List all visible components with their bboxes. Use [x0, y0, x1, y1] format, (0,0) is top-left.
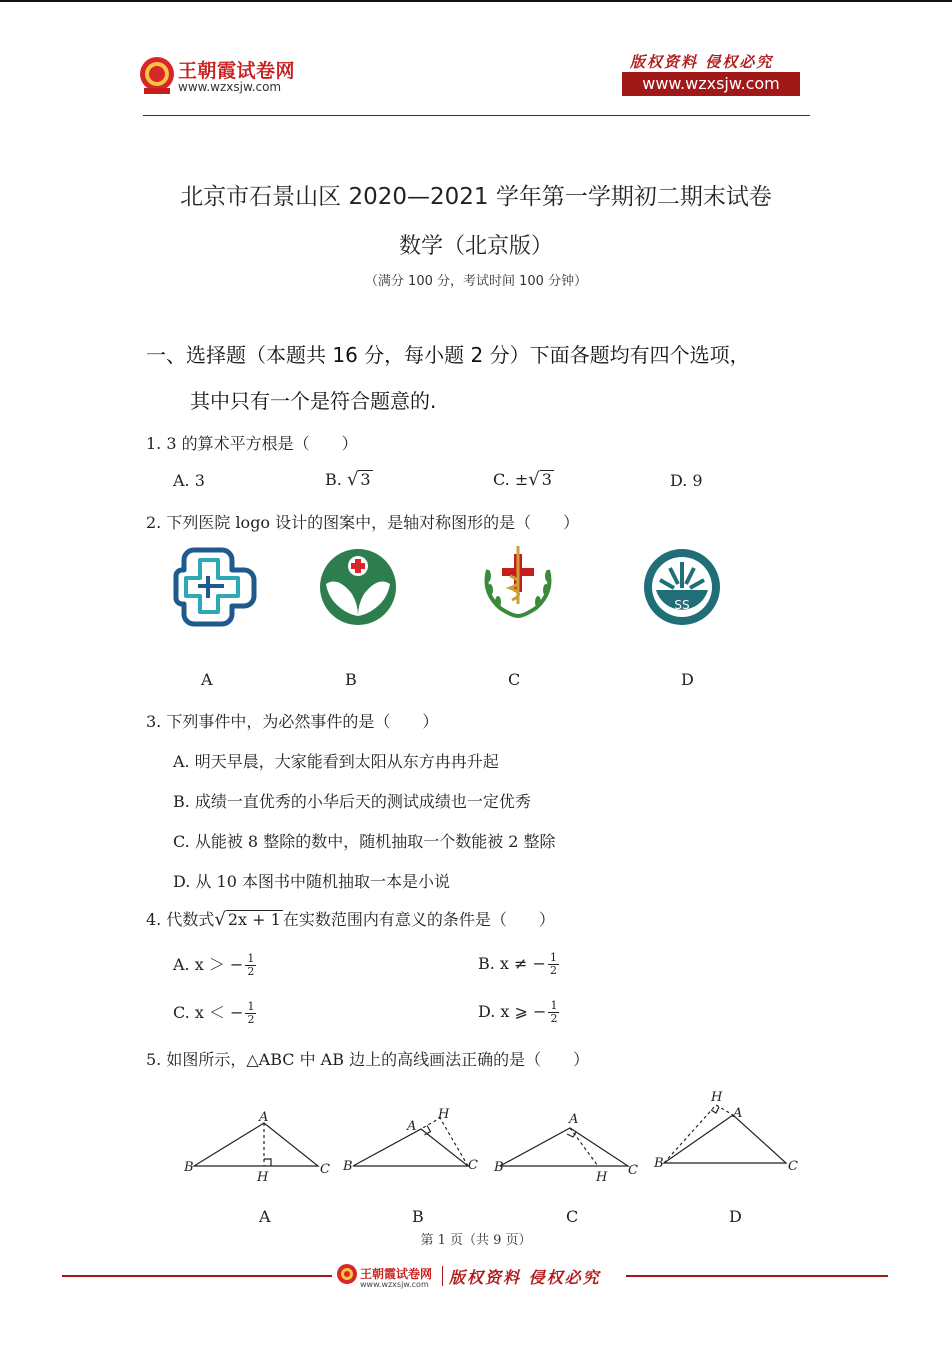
q3-option-b: B. 成绩一直优秀的小华后天的测试成绩也一定优秀 [173, 792, 531, 811]
question-5-stem: 5. 如图所示，△ABC 中 AB 边上的高线画法正确的是（ ） [146, 1050, 590, 1069]
footer-rule-right [626, 1275, 888, 1277]
q4-option-d: D. x ⩾ − $\frac{1}{2}$ [478, 999, 558, 1025]
footer-rule-left [62, 1275, 332, 1277]
fig-a-label-h: H [257, 1170, 269, 1185]
footer-logo-icon [336, 1263, 358, 1287]
footer-brand-name: 王朝霞试卷网 [360, 1267, 433, 1281]
question-2-stem: 2. 下列医院 logo 设计的图案中，是轴对称图形的是（ ） [146, 513, 580, 532]
fig-b-label-h: H [438, 1107, 450, 1122]
footer-copyright: 版权资料 侵权必究 [449, 1268, 601, 1287]
hospital-logo-a-icon [172, 546, 258, 628]
q3-option-c: C. 从能被 8 整除的数中，随机抽取一个数能被 2 整除 [173, 832, 556, 851]
q2-label-a: A [201, 670, 213, 689]
brand-name: 王朝霞试卷网 [178, 60, 296, 82]
fig-c-label-a: A [569, 1112, 579, 1127]
hospital-logo-d-icon [642, 546, 722, 628]
q4-radicand: 2x + 1 [227, 910, 281, 929]
fig-a-label-c: C [320, 1162, 330, 1177]
q1-option-b: B. √ 3 [325, 469, 371, 490]
q1-option-d: D. 9 [670, 471, 703, 490]
q5-label-b: B [412, 1207, 424, 1226]
fig-d-label-c: C [788, 1159, 798, 1174]
site-url-badge: www.wzxsjw.com [622, 72, 800, 96]
copyright-text: 版权资料 侵权必究 [630, 53, 774, 71]
q4-option-a: A. x ＞ − $\frac{1}{2}$ [173, 952, 255, 978]
fig-b-label-b: B [343, 1159, 353, 1174]
section-heading: 一、选择题（本题共 16 分，每小题 2 分）下面各题均有四个选项， [146, 343, 750, 367]
fig-c-label-b: B [494, 1160, 504, 1175]
exam-title: 北京市石景山区 2020—2021 学年第一学期初二期末试卷 [180, 184, 772, 210]
brand-logo-icon [138, 54, 176, 96]
fig-d-label-h: H [711, 1090, 723, 1105]
q4-option-b: B. x ≠ − $\frac{1}{2}$ [478, 951, 557, 977]
page-number: 第 1 页（共 9 页） [420, 1233, 532, 1248]
q5-label-c: C [566, 1207, 579, 1226]
hospital-logo-b-icon [318, 546, 398, 628]
q2-label-d: D [681, 670, 694, 689]
q1-option-a: A. 3 [173, 471, 205, 490]
q1-c-radicand: 3 [541, 470, 552, 489]
footer-brand-url: www.wzxsjw.com [360, 1280, 429, 1289]
q5-label-a: A [259, 1207, 271, 1226]
q2-label-c: C [508, 670, 521, 689]
footer-separator [442, 1266, 443, 1286]
top-border [0, 0, 952, 2]
q5-figures [178, 1085, 808, 1195]
q4-option-c: C. x ＜ − $\frac{1}{2}$ [173, 1000, 255, 1026]
q1-b-radicand: 3 [360, 470, 371, 489]
q2-label-b: B [345, 670, 357, 689]
fig-a-label-a: A [259, 1110, 269, 1125]
exam-note: （满分 100 分，考试时间 100 分钟） [364, 274, 588, 289]
q5-label-d: D [729, 1207, 742, 1226]
exam-subtitle: 数学（北京版） [398, 234, 553, 259]
fig-b-label-a: A [407, 1119, 417, 1134]
svg-text:SS: SS [674, 598, 690, 612]
header-divider [143, 115, 810, 116]
question-4-stem: 4. 代数式√ 2x + 1 在实数范围内有意义的条件是（ ） [146, 909, 555, 930]
fig-b-label-c: C [468, 1158, 478, 1173]
fig-c-label-h: H [596, 1170, 608, 1185]
fig-d-label-a: A [733, 1106, 743, 1121]
fig-c-label-c: C [628, 1163, 638, 1178]
fig-a-label-b: B [184, 1160, 194, 1175]
question-1-stem: 1. 3 的算术平方根是（ ） [146, 434, 358, 453]
question-3-stem: 3. 下列事件中，为必然事件的是（ ） [146, 712, 439, 731]
q1-option-c: C. ±√ 3 [493, 469, 552, 490]
hospital-logo-c-icon [478, 542, 558, 618]
brand-url: www.wzxsjw.com [178, 80, 282, 94]
q3-option-d: D. 从 10 本图书中随机抽取一本是小说 [173, 872, 450, 891]
q3-option-a: A. 明天早晨，大家能看到太阳从东方冉冉升起 [173, 752, 499, 771]
fig-d-label-b: B [654, 1156, 664, 1171]
section-heading-cont: 其中只有一个是符合题意的. [190, 389, 437, 413]
